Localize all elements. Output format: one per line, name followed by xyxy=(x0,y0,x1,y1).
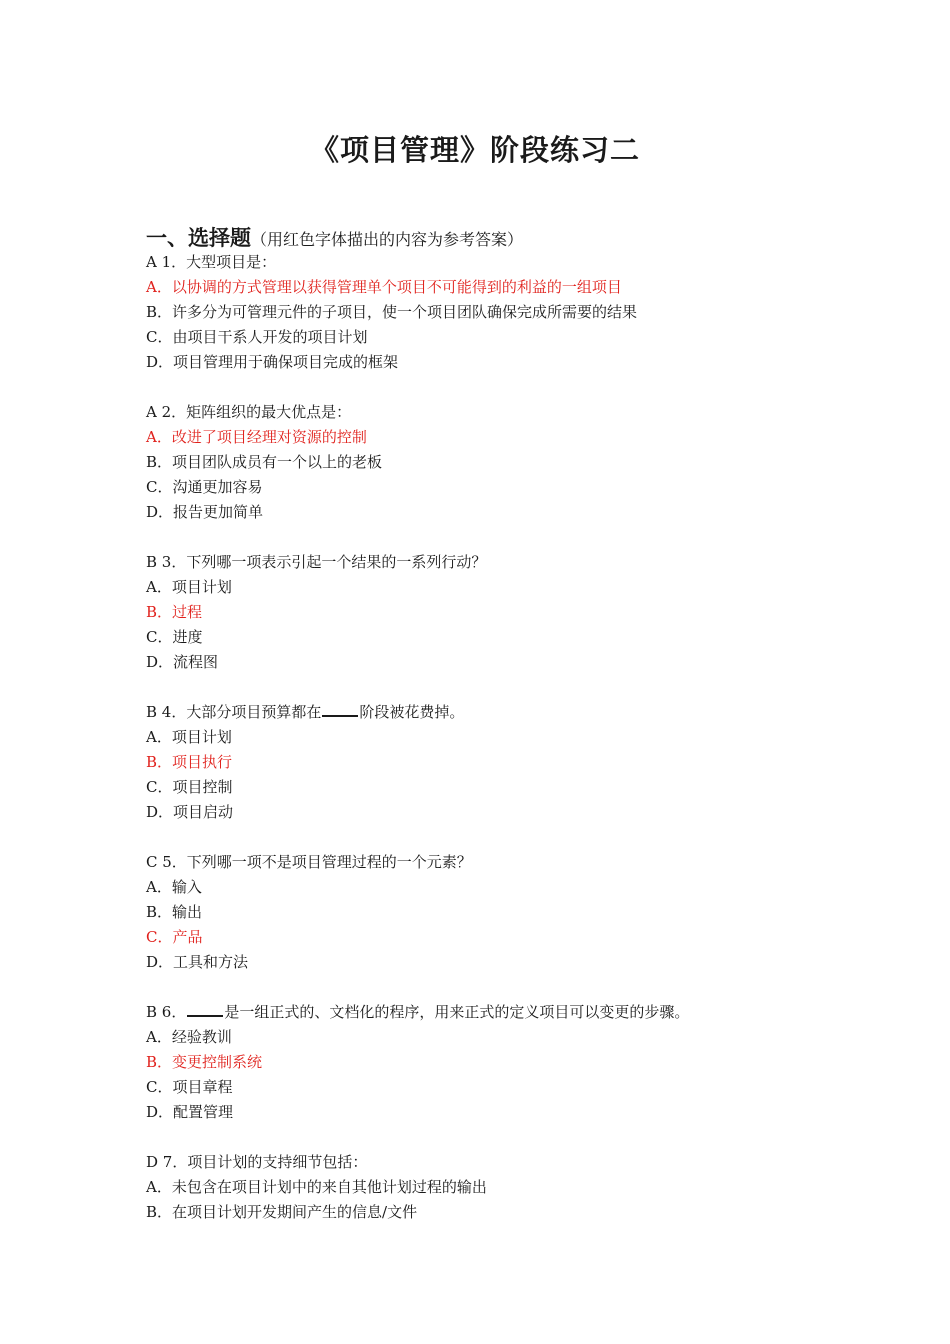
answer-option-correct: A．以协调的方式管理以获得管理单个项目不可能得到的利益的一组项目 xyxy=(146,278,622,296)
question-stem xyxy=(146,700,886,725)
question-list xyxy=(146,250,886,1250)
question-stem xyxy=(146,850,886,875)
question-stem-text-after: 阶段被花费掉。 xyxy=(359,703,465,721)
answer-option: C．项目章程 xyxy=(146,1078,233,1096)
answer-option: C．沟通更加容易 xyxy=(146,478,263,496)
answer-option-correct: A．改进了项目经理对资源的控制 xyxy=(146,428,367,446)
question-stem-text: D 7．项目计划的支持细节包括： xyxy=(146,1153,368,1171)
answer-option: B．输出 xyxy=(146,903,203,921)
fill-in-blank xyxy=(187,1001,223,1017)
question-stem-text: B 3．下列哪一项表示引起一个结果的一系列行动？ xyxy=(146,553,487,571)
question-block xyxy=(146,400,886,525)
answer-option: D．项目启动 xyxy=(146,803,234,821)
fill-in-blank xyxy=(322,701,358,717)
question-stem-text: A 1．大型项目是： xyxy=(146,253,277,271)
question-block xyxy=(146,250,886,375)
question-stem xyxy=(146,1000,886,1025)
answer-option-correct: B．过程 xyxy=(146,603,203,621)
question-stem-text: C 5．下列哪一项不是项目管理过程的一个元素？ xyxy=(146,853,472,871)
answer-option: A．项目计划 xyxy=(146,728,232,746)
answer-option: D．配置管理 xyxy=(146,1103,234,1121)
answer-option: D．流程图 xyxy=(146,653,219,671)
question-stem xyxy=(146,400,886,425)
answer-option: B．许多分为可管理元件的子项目，使一个项目团队确保完成所需要的结果 xyxy=(146,303,638,321)
question-block xyxy=(146,1000,886,1125)
answer-option: A．未包含在项目计划中的来自其他计划过程的输出 xyxy=(146,1178,487,1196)
answer-option: D．报告更加简单 xyxy=(146,503,264,521)
section-heading-label: 一、选择题 xyxy=(146,226,251,250)
question-stem xyxy=(146,550,886,575)
question-block xyxy=(146,550,886,675)
question-stem xyxy=(146,250,886,275)
answer-option: C．进度 xyxy=(146,628,203,646)
answer-option: A．输入 xyxy=(146,878,202,896)
answer-option: A．经验教训 xyxy=(146,1028,232,1046)
answer-option-correct: C．产品 xyxy=(146,928,203,946)
answer-option: C．由项目干系人开发的项目计划 xyxy=(146,328,368,346)
question-stem-text: B 6． xyxy=(146,1003,187,1021)
page-title: 《项目管理》阶段练习二 xyxy=(309,133,640,167)
question-stem xyxy=(146,1150,886,1175)
answer-option: B．项目团队成员有一个以上的老板 xyxy=(146,453,383,471)
section-note: （用红色字体描出的内容为参考答案） xyxy=(251,230,524,249)
answer-option: D．项目管理用于确保项目完成的框架 xyxy=(146,353,399,371)
question-stem-text: A 2．矩阵组织的最大优点是： xyxy=(146,403,352,421)
answer-option-correct: B．项目执行 xyxy=(146,753,233,771)
answer-option-correct: B．变更控制系统 xyxy=(146,1053,263,1071)
answer-option: D．工具和方法 xyxy=(146,953,249,971)
section-heading xyxy=(146,222,523,252)
answer-option: C．项目控制 xyxy=(146,778,233,796)
question-block xyxy=(146,700,886,825)
question-block xyxy=(146,1150,886,1225)
question-block xyxy=(146,850,886,975)
answer-option: A．项目计划 xyxy=(146,578,232,596)
answer-option: B．在项目计划开发期间产生的信息/文件 xyxy=(146,1203,418,1221)
question-stem-text-after: 是一组正式的、文档化的程序，用来正式的定义项目可以变更的步骤。 xyxy=(224,1003,690,1021)
question-stem-text: B 4．大部分项目预算都在 xyxy=(146,703,322,721)
